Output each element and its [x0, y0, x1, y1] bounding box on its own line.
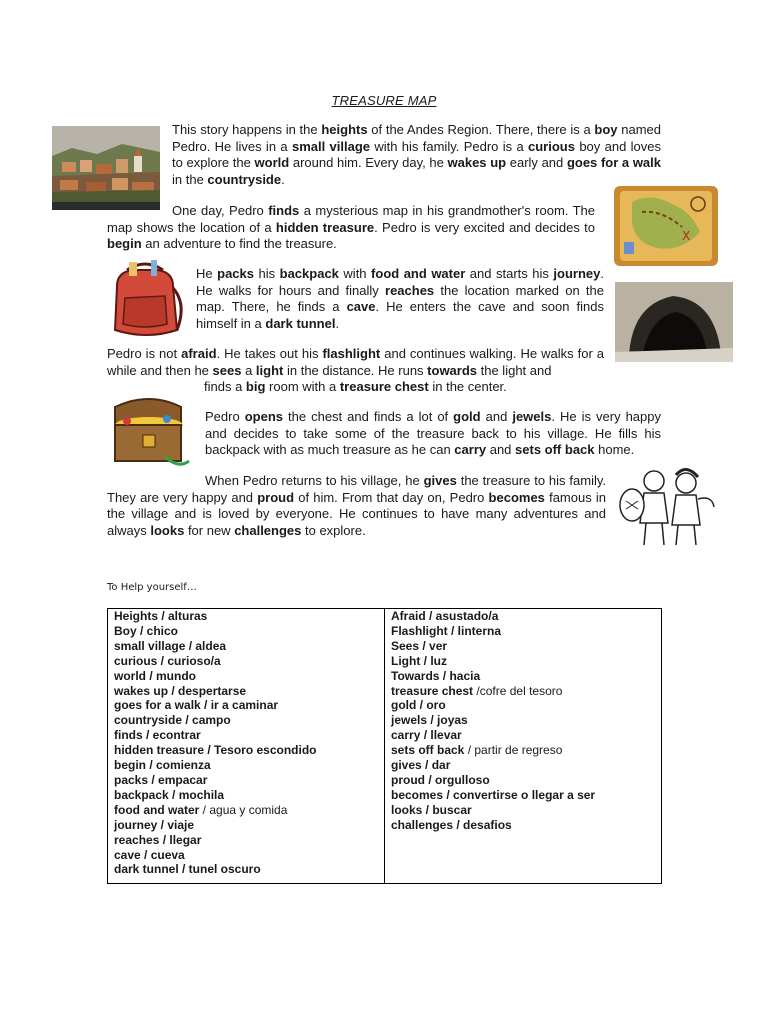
vocab-term: reaches / llegar [114, 832, 202, 847]
vocab-entry [114, 803, 378, 818]
vocab-entry [114, 833, 378, 848]
story-text: . He is very happy and decides to take some of the treasure back to his village. He fills his backpack with as much treasure as he can [205, 409, 661, 457]
vocab-term: Towards / hacia [391, 668, 481, 683]
vocab-highlight: world [254, 155, 290, 170]
vocab-term: sets off back [391, 743, 465, 758]
vocab-term: Flashlight / linterna [391, 623, 502, 638]
vocab-highlight: reaches [385, 282, 435, 298]
vocab-highlight: journey [553, 266, 601, 281]
vocab-entry [114, 698, 378, 713]
vocab-highlight: finds [268, 203, 300, 218]
vocab-entry [391, 684, 655, 699]
vocab-entry [391, 743, 655, 758]
village-photo [52, 126, 160, 210]
vocab-term: Heights / alturas [114, 609, 208, 623]
vocab-entry [114, 713, 378, 728]
vocab-entry [391, 698, 655, 713]
vocab-highlight: backpack [279, 266, 339, 281]
vocab-highlight: gold [453, 409, 481, 424]
vocab-highlight: packs [217, 266, 254, 281]
vocab-entry [114, 624, 378, 639]
vocab-term: small village / aldea [114, 638, 227, 653]
vocab-highlight: proud [257, 489, 295, 505]
vocab-entry [114, 654, 378, 669]
story-text: named Pedro. He lives in a [172, 122, 661, 154]
story-text: . Pedro is very excited and decides to [374, 219, 596, 235]
vocab-entry [391, 818, 655, 833]
vocab-highlight: wakes up [447, 155, 507, 170]
story-text: . He takes out his [216, 346, 323, 361]
vocab-term: becomes / convertirse o llegar a ser [391, 787, 596, 802]
vocab-right-column [385, 609, 662, 884]
story-paragraph-2 [107, 203, 595, 253]
story-text: He [196, 266, 218, 281]
vocab-highlight: cave [346, 299, 376, 314]
vocab-entry [114, 684, 378, 699]
vocab-highlight: small village [291, 138, 371, 154]
vocab-term: looks / buscar [391, 802, 472, 817]
vocab-term: gold / oro [391, 698, 446, 713]
help-label: To Help yourself… [107, 582, 197, 593]
treasure-chest-image [105, 395, 193, 475]
vocab-entry [114, 609, 378, 624]
vocab-term: curious / curioso/a [114, 653, 221, 668]
story-text: to explore. [301, 522, 366, 538]
vocab-entry [391, 654, 655, 669]
vocab-entry [114, 862, 378, 877]
story-paragraph-6 [205, 409, 661, 459]
story-text: and continues walking. He walks for a while and then he [107, 346, 604, 378]
story-text: When Pedro returns to his village, he [205, 473, 424, 488]
story-text: the treasure to his family. They are very happy and [107, 473, 607, 505]
vocab-translation: / partir de regreso [464, 743, 563, 758]
vocab-term: Light / luz [391, 653, 447, 668]
vocab-highlight: sees [212, 362, 242, 378]
vocab-left-column [108, 609, 385, 884]
story-text: the location marked on the map. There, he finds a [196, 282, 604, 314]
vocab-highlight: heights [321, 122, 368, 137]
vocab-term: countryside / campo [114, 713, 231, 728]
vocab-entry [391, 803, 655, 818]
vocab-entry [114, 728, 378, 743]
vocab-highlight: light [255, 362, 284, 378]
vocab-entry [391, 713, 655, 728]
vocabulary-table [107, 608, 662, 884]
vocab-highlight: big [245, 379, 266, 394]
vocab-entry [391, 773, 655, 788]
vocab-entry [391, 728, 655, 743]
story-text: in the [172, 171, 208, 187]
story-text: and starts his [465, 266, 554, 281]
story-text: . He enters the cave and soon finds himself in a [196, 299, 604, 331]
vocab-translation: / agua y comida [199, 802, 288, 817]
story-paragraph-4 [107, 346, 604, 379]
vocab-highlight: towards [427, 362, 478, 378]
story-text: Pedro is not [107, 346, 182, 361]
vocab-highlight: boy [594, 122, 618, 137]
vocab-highlight: sets off back [515, 442, 595, 457]
story-text: an adventure to find the treasure. [141, 236, 337, 251]
vocab-term: cave / cueva [114, 847, 185, 862]
vocab-entry [114, 669, 378, 684]
page-title: TREASURE MAP [331, 93, 437, 108]
vocab-term: goes for a walk / ir a caminar [114, 698, 279, 713]
vocab-entry [114, 639, 378, 654]
vocab-term: journey / viaje [114, 817, 195, 832]
vocab-entry [391, 609, 655, 624]
treasure-map-image [612, 182, 720, 270]
vocab-term: hidden treasure / Tesoro escondido [114, 743, 317, 758]
vocab-entry [391, 758, 655, 773]
story-paragraph-1 [172, 122, 661, 188]
vocab-term: wakes up / despertarse [114, 683, 247, 698]
story-text: One day, Pedro [172, 203, 269, 218]
vocab-highlight: becomes [488, 489, 545, 505]
vocab-term: gives / dar [391, 758, 451, 773]
vocab-term: Sees / ver [391, 638, 448, 653]
vocab-term: challenges / desafios [391, 817, 512, 832]
vocab-term: Boy / chico [114, 623, 179, 638]
vocab-entry [391, 639, 655, 654]
story-text: boy and loves to explore the [172, 138, 661, 170]
story-text: early and [506, 155, 567, 170]
story-text: his [254, 266, 280, 281]
vocab-highlight: treasure chest [339, 379, 429, 394]
vocab-translation: /cofre del tesoro [473, 683, 563, 698]
vocab-highlight: opens [244, 409, 283, 424]
vocab-term: jewels / joyas [391, 713, 468, 728]
vocab-entry [391, 624, 655, 639]
vocab-term: proud / orgulloso [391, 772, 490, 787]
story-text: room with a [265, 379, 340, 394]
story-text: of the Andes Region. There, there is a [367, 122, 595, 137]
story-text: a [241, 362, 256, 378]
vocab-highlight: looks [150, 522, 185, 538]
story-text: and [480, 409, 513, 424]
vocab-highlight: food and water [371, 266, 466, 281]
vocab-highlight: jewels [512, 409, 552, 424]
vocab-entry [391, 669, 655, 684]
vocab-highlight: challenges [234, 522, 302, 538]
vocab-term: treasure chest [391, 683, 474, 698]
story-text: around him. Every day, he [289, 155, 448, 170]
vocab-entry [114, 788, 378, 803]
story-text: of him. From that day on, Pedro [294, 489, 489, 505]
vocab-term: dark tunnel / tunel oscuro [114, 862, 261, 877]
story-text: . [335, 315, 340, 331]
vocab-entry [114, 743, 378, 758]
vocab-entry [114, 758, 378, 773]
vocab-highlight: hidden treasure [275, 219, 375, 235]
story-text: . He walks for hours and finally [196, 266, 605, 298]
story-text: for new [184, 522, 235, 538]
story-text: finds a [204, 379, 246, 394]
vocab-highlight: countryside [207, 171, 282, 187]
vocab-term: Afraid / asustado/a [391, 609, 499, 623]
story-text: a mysterious map in his grandmother's room. The map shows the location of a [107, 203, 595, 235]
vocab-term: packs / empacar [114, 772, 208, 787]
story-text: with [338, 266, 372, 281]
vocab-highlight: begin [107, 236, 142, 251]
story-text: the chest and finds a lot of [283, 409, 454, 424]
vocab-entry [391, 788, 655, 803]
vocab-highlight: dark tunnel [265, 315, 336, 331]
vocab-entry [114, 773, 378, 788]
story-text: and [486, 442, 516, 457]
story-text: This story happens in the [172, 122, 322, 137]
vocab-highlight: carry [454, 442, 487, 457]
svg-text:X: X [682, 229, 691, 243]
vocab-term: carry / llevar [391, 728, 462, 743]
vocab-entry [114, 848, 378, 863]
cave-photo [615, 282, 733, 362]
vocab-highlight: curious [528, 138, 575, 154]
vocab-term: finds / econtrar [114, 728, 201, 743]
story-text: the light and [477, 362, 552, 378]
story-paragraph-5 [204, 379, 604, 396]
story-text: Pedro [205, 409, 245, 424]
story-text: in the distance. He runs [283, 362, 428, 378]
story-paragraph-7 [107, 473, 606, 539]
vocab-term: world / mundo [114, 668, 196, 683]
story-text: in the center. [428, 379, 507, 394]
vocab-entry [114, 818, 378, 833]
story-text: with his family. Pedro is a [370, 138, 529, 154]
vocab-term: begin / comienza [114, 758, 211, 773]
vocab-term: food and water [114, 802, 200, 817]
vocab-highlight: gives [423, 473, 457, 488]
backpack-image [107, 258, 187, 340]
vocab-highlight: afraid [181, 346, 217, 361]
vocab-highlight: flashlight [322, 346, 381, 361]
story-text: famous in the village and is loved by everyone. He continues to have many adventures and always [107, 489, 607, 538]
story-paragraph-3 [196, 266, 604, 332]
story-text: home. [594, 442, 635, 457]
story-text: . [281, 171, 285, 187]
family-illustration [614, 465, 718, 551]
vocab-term: backpack / mochila [114, 787, 225, 802]
vocab-highlight: goes for a walk [566, 155, 662, 170]
